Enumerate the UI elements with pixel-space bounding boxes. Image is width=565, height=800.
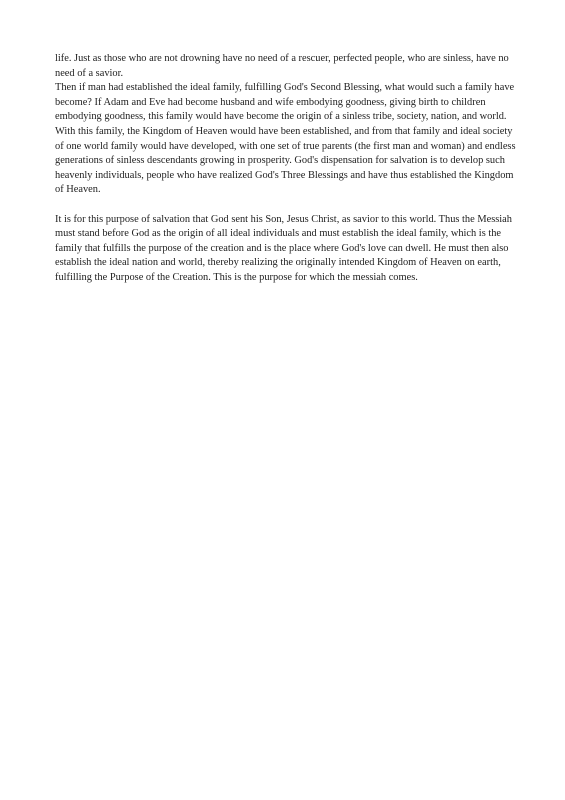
paragraph-3: It is for this purpose of salvation that God sent his Son, Jesus Christ, as savior to this world. Thus the Messiah must stand before God as the origin of all ideal individuals and must establish the ideal family, which is the family that fulfills the purpose of the creation and is the place where God's love can dwell. He must then also establish the ideal nation and world, thereby realizing the originally intended Kingdom of Heaven on earth, fulfilling the Purpose of the Creation. This is the purpose for which the messiah comes. — [55, 213, 512, 283]
paragraph-1: life. Just as those who are not drowning have no need of a rescuer, perfected people, who are sinless, have no need of a savior. — [55, 53, 509, 79]
document-body — [55, 52, 517, 286]
paragraph-2: Then if man had established the ideal family, fulfilling God's Second Blessing, what would such a family have become? If Adam and Eve had become husband and wife embodying goodness, giving birth to children embodying goodness, this family would have become the origin of a sinless tribe, society, nation, and world. With this family, the Kingdom of Heaven would have been established, and from that family and ideal society of one world family would have developed, with one set of true parents (the first man and woman) and endless generations of sinless descendants growing in prosperity. God's dispensation for salvation is to develop such heavenly individuals, people who have realized God's Three Blessings and have thus established the Kingdom of Heaven. — [55, 82, 516, 196]
